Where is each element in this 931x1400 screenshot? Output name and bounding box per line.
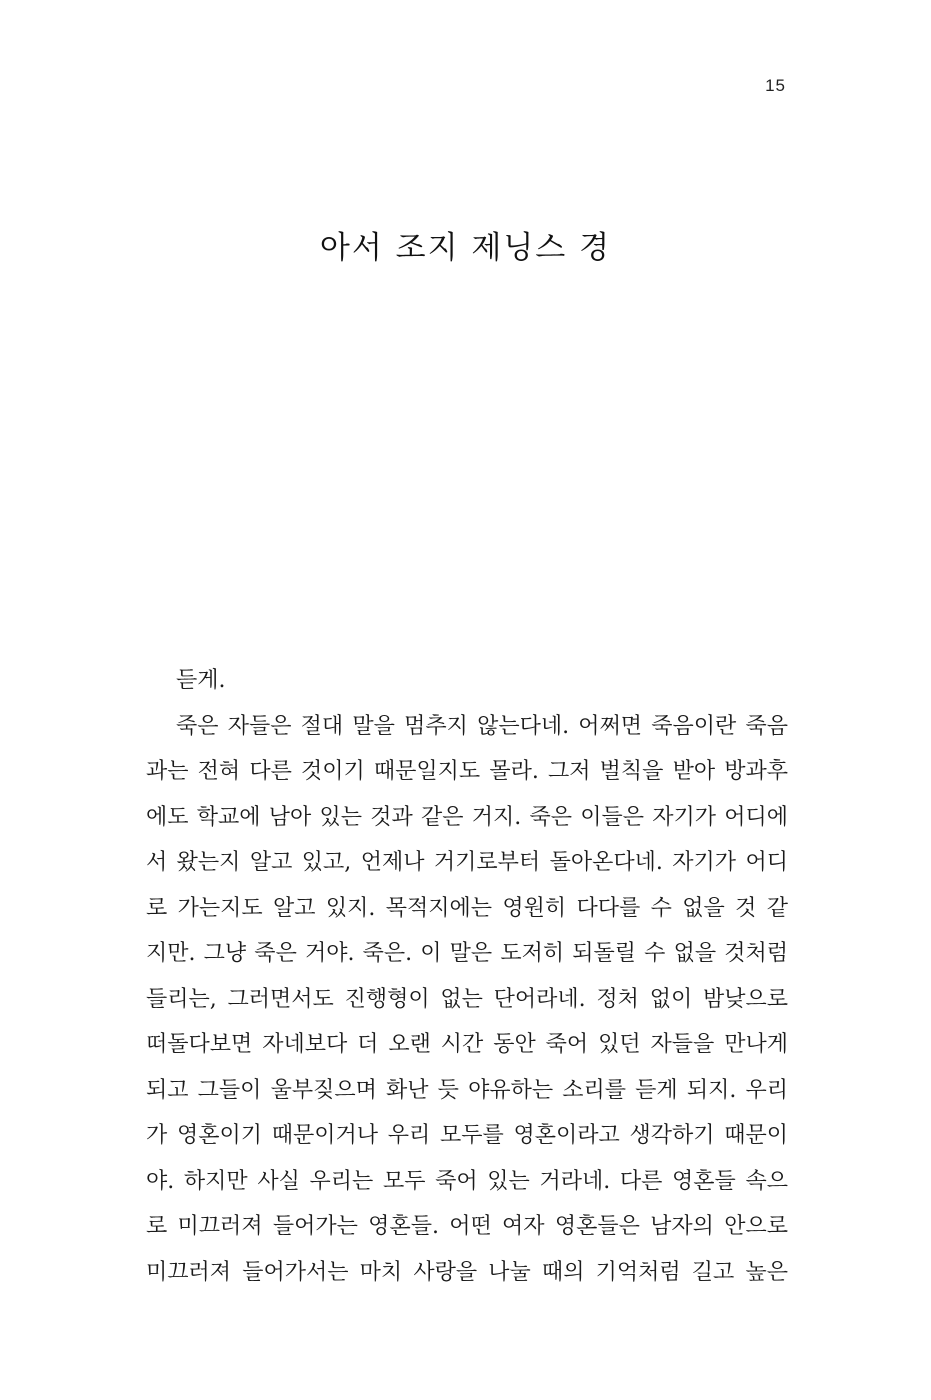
text-line: 에도 학교에 남아 있는 것과 같은 거지. 죽은 이들은 자기가 어디에 [146, 804, 788, 830]
text-line: 미끄러져 들어가서는 마치 사랑을 나눌 때의 기억처럼 길고 높은 [146, 1259, 788, 1285]
text-line: 되고 그들이 울부짖으며 화난 듯 야유하는 소리를 듣게 되지. 우리 [146, 1077, 788, 1103]
text-line: 과는 전혀 다른 것이기 때문일지도 몰라. 그저 벌칙을 받아 방과후 [146, 759, 788, 784]
page-number: 15 [765, 76, 786, 95]
body-text [146, 658, 788, 1295]
text-line: 야. 하지만 사실 우리는 모두 죽어 있는 거라네. 다른 영혼들 속으 [146, 1168, 788, 1194]
text-line: 죽은 자들은 절대 말을 멈추지 않는다네. 어쩌면 죽음이란 죽음 [176, 713, 788, 739]
text-line: 듣게. [176, 668, 226, 693]
text-line: 가 영혼이기 때문이거나 우리 모두를 영혼이라고 생각하기 때문이 [146, 1123, 788, 1148]
text-line: 로 미끄러져 들어가는 영혼들. 어떤 여자 영혼들은 남자의 안으로 [146, 1214, 788, 1239]
text-line: 로 가는지도 알고 있지. 목적지에는 영원히 다다를 수 없을 것 같 [146, 895, 788, 921]
chapter-title: 아서 조지 제닝스 경 [319, 230, 612, 266]
text-line: 서 왔는지 알고 있고, 언제나 거기로부터 돌아온다네. 자기가 어디 [146, 850, 788, 875]
text-line: 들리는, 그러면서도 진행형이 없는 단어라네. 정처 없이 밤낮으로 [146, 986, 788, 1012]
text-line: 지만. 그냥 죽은 거야. 죽은. 이 말은 도저히 되돌릴 수 없을 것처럼 [146, 941, 788, 966]
text-line: 떠돌다보면 자네보다 더 오랜 시간 동안 죽어 있던 자들을 만나게 [146, 1032, 788, 1057]
